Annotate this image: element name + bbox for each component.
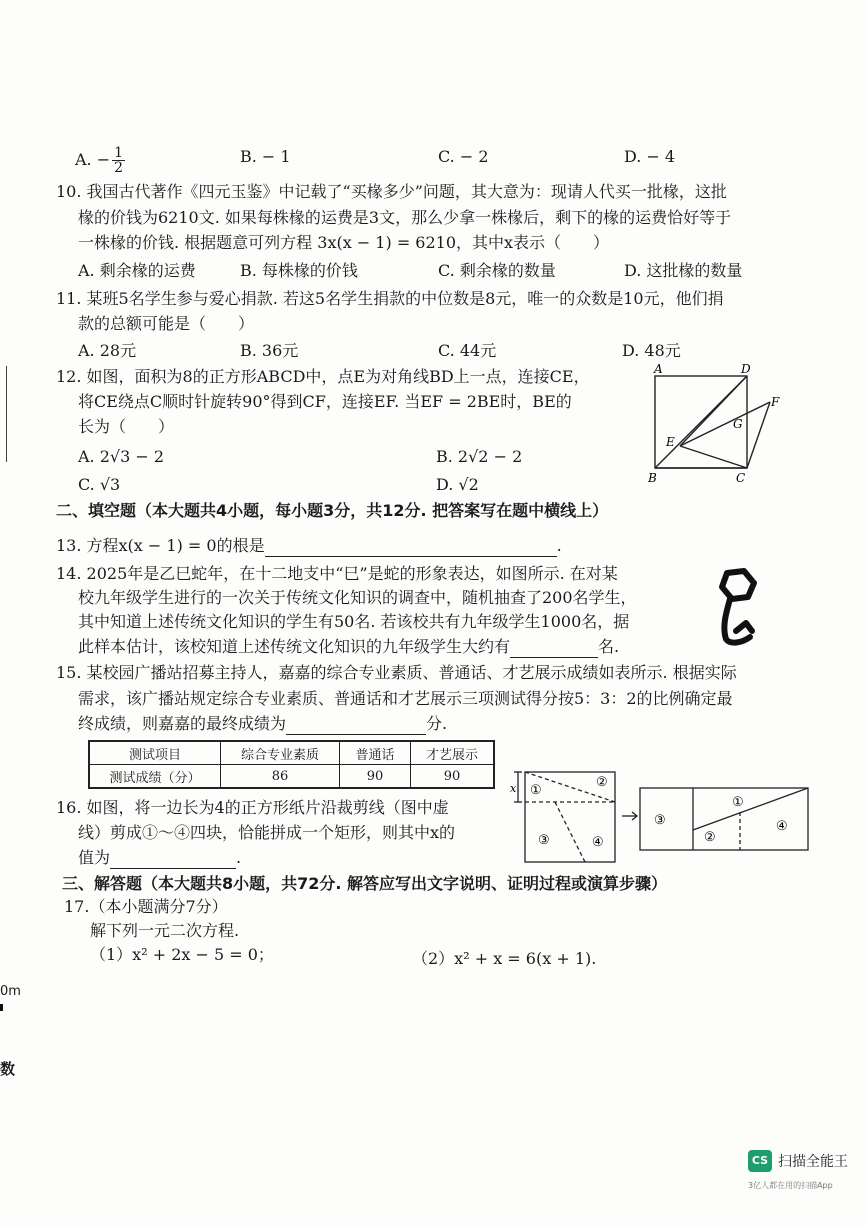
section2-heading: 二、填空题（本大题共4小题，每小题3分，共12分. 把答案写在题中横线上） <box>56 501 609 520</box>
q16-label-2: ② <box>596 775 608 790</box>
q11-option-d: D. 48元 <box>622 341 681 360</box>
q14-line3: 其中知道上述传统文化知识的学生有50名. 若该校共有九年级学生1000名，据 <box>78 612 630 631</box>
q10-option-b: B. 每株椽的价钱 <box>240 261 358 280</box>
q12-label-f: F <box>771 395 780 409</box>
q13-end: . <box>556 536 562 555</box>
q12-option-c: C. √3 <box>78 475 121 494</box>
q14-answer-blank[interactable] <box>510 639 598 658</box>
q16-line3-pre: 值为 <box>78 848 111 867</box>
q12-label-e: E <box>666 435 675 449</box>
q16-label-1: ① <box>530 783 542 798</box>
scanner-watermark <box>748 1150 858 1210</box>
q15-line3 <box>78 713 447 735</box>
q14-line4 <box>78 636 619 658</box>
table-header-row <box>89 741 494 765</box>
table-cell: 测试成绩（分） <box>89 765 221 789</box>
q16-label-1b: ① <box>732 795 744 810</box>
q10-line1: 10. 我国古代著作《四元玉鉴》中记载了“买椽多少”问题，其大意为：现请人代买一批椽，这批 <box>56 182 727 201</box>
q15-line1: 15. 某校园广播站招募主持人，嘉嘉的综合专业素质、普通话、才艺展示成绩如表所示. 根据实际 <box>56 663 737 682</box>
table-cell: 90 <box>340 765 411 789</box>
q17-part1: （1）x² + 2x − 5 = 0； <box>90 945 274 964</box>
q14-line4-pre: 此样本估计，该校知道上述传统文化知识的九年级学生大约有 <box>78 637 511 656</box>
q11-option-c: C. 44元 <box>438 341 497 360</box>
q15-line3-pre: 终成绩，则嘉嘉的最终成绩为 <box>78 714 287 733</box>
q14-line2: 校九年级学生进行的一次关于传统文化知识的调查中，随机抽查了200名学生， <box>78 588 637 607</box>
q16-line3-post: . <box>236 848 242 867</box>
q16-label-4: ④ <box>592 835 604 850</box>
q9-option-b: B. − 1 <box>240 147 291 166</box>
q17-instruction: 解下列一元二次方程. <box>90 921 240 940</box>
q13-line <box>56 535 562 557</box>
q15-score-table <box>88 740 495 789</box>
q15-line2: 需求，该广播站规定综合专业素质、普通话和才艺展示三项测试得分按5：3：2的比例确定最 <box>78 689 733 708</box>
q12-label-g: G <box>733 417 743 431</box>
q14-line4-post: 名. <box>598 637 620 656</box>
camscanner-logo-icon: CS <box>748 1150 772 1172</box>
q16-line2: 线）剪成①～④四块，恰能拼成一个矩形，则其中x的 <box>78 823 456 842</box>
table-header-cell: 测试项目 <box>89 741 221 765</box>
q16-label-3: ③ <box>538 833 550 848</box>
q16-label-2b: ② <box>704 830 716 845</box>
q15-line3-post: 分. <box>426 714 448 733</box>
q12-line3: 长为（ ） <box>78 417 175 436</box>
q17-part2: （2）x² + x = 6(x + 1). <box>412 949 597 968</box>
table-header-cell: 才艺展示 <box>411 741 495 765</box>
q12-label-b: B <box>648 471 657 485</box>
q11-line2: 款的总额可能是（ ） <box>78 314 255 333</box>
q17-title: 17.（本小题满分7分） <box>64 897 228 916</box>
q12-label-d: D <box>741 362 751 376</box>
q11-option-b: B. 36元 <box>240 341 299 360</box>
q9-option-d: D. − 4 <box>624 147 676 166</box>
table-row <box>89 765 494 789</box>
edge-text-shu: 数 <box>0 1060 16 1078</box>
watermark-tagline: 3亿人都在用的扫描App <box>748 1181 833 1190</box>
q15-answer-blank[interactable] <box>286 716 426 735</box>
q14-line1: 14. 2025年是乙巳蛇年，在十二地支中“巳”是蛇的形象表达，如图所示. 在对某 <box>56 564 618 583</box>
q11-line1: 11. 某班5名学生参与爱心捐款. 若这5名学生捐款的中位数是8元，唯一的众数是10元，他们捐 <box>56 289 724 308</box>
snake-glyph-figure <box>712 565 764 647</box>
q16-answer-blank[interactable] <box>110 850 236 869</box>
q10-option-c: C. 剩余椽的数量 <box>438 261 556 280</box>
q9-option-a: A. − $\frac{1}{2}$ <box>75 145 124 176</box>
edge-text-m: 0m <box>0 984 21 999</box>
q12-label-a: A <box>654 362 663 376</box>
q16-cut-figure <box>508 766 813 866</box>
q10-option-a: A. 剩余椽的运费 <box>78 261 196 280</box>
q12-line2: 将CE绕点C顺时针旋转90°得到CF，连接EF. 当EF = 2BE时，BE的 <box>78 392 572 411</box>
watermark-name: 扫描全能王 <box>778 1154 848 1170</box>
q11-option-a: A. 28元 <box>78 341 137 360</box>
table-cell: 90 <box>411 765 495 789</box>
q16-line1: 16. 如图，将一边长为4的正方形纸片沿裁剪线（图中虚 <box>56 798 449 817</box>
q16-label-3b: ③ <box>654 813 666 828</box>
q12-label-c: C <box>736 471 746 485</box>
table-header-cell: 综合专业素质 <box>221 741 340 765</box>
q10-line2: 椽的价钱为6210文. 如果每株椽的运费是3文，那么少拿一株椽后，剩下的椽的运费恰好等于 <box>78 208 732 227</box>
scan-edge-line <box>6 366 7 462</box>
q16-line3 <box>78 847 241 869</box>
q12-line1: 12. 如图，面积为8的正方形ABCD中，点E为对角线BD上一点，连接CE， <box>56 367 590 386</box>
q12-option-d: D. √2 <box>436 475 479 494</box>
table-header-cell: 普通话 <box>340 741 411 765</box>
section3-heading: 三、解答题（本大题共8小题，共72分. 解答应写出文字说明、证明过程或演算步骤） <box>62 874 668 893</box>
table-cell: 86 <box>221 765 340 789</box>
fraction-one-half: $\frac{1}{2}$ <box>114 145 124 176</box>
q10-line3: 一株椽的价钱. 根据题意可列方程 3x(x − 1) = 6210，其中x表示（ ） <box>78 233 610 252</box>
q13-answer-blank[interactable] <box>265 538 557 557</box>
scan-edge-mark <box>0 1004 3 1011</box>
q12-option-a: A. 2√3 − 2 <box>78 447 165 466</box>
q16-label-x: x <box>510 782 517 795</box>
q9-option-c: C. − 2 <box>438 147 489 166</box>
q16-label-4b: ④ <box>776 819 788 834</box>
q12-option-b: B. 2√2 − 2 <box>436 447 523 466</box>
q13-text: 13. 方程x(x − 1) = 0的根是 <box>56 536 265 555</box>
q10-option-d: D. 这批椽的数量 <box>624 261 743 280</box>
q12-square-figure <box>640 362 790 487</box>
